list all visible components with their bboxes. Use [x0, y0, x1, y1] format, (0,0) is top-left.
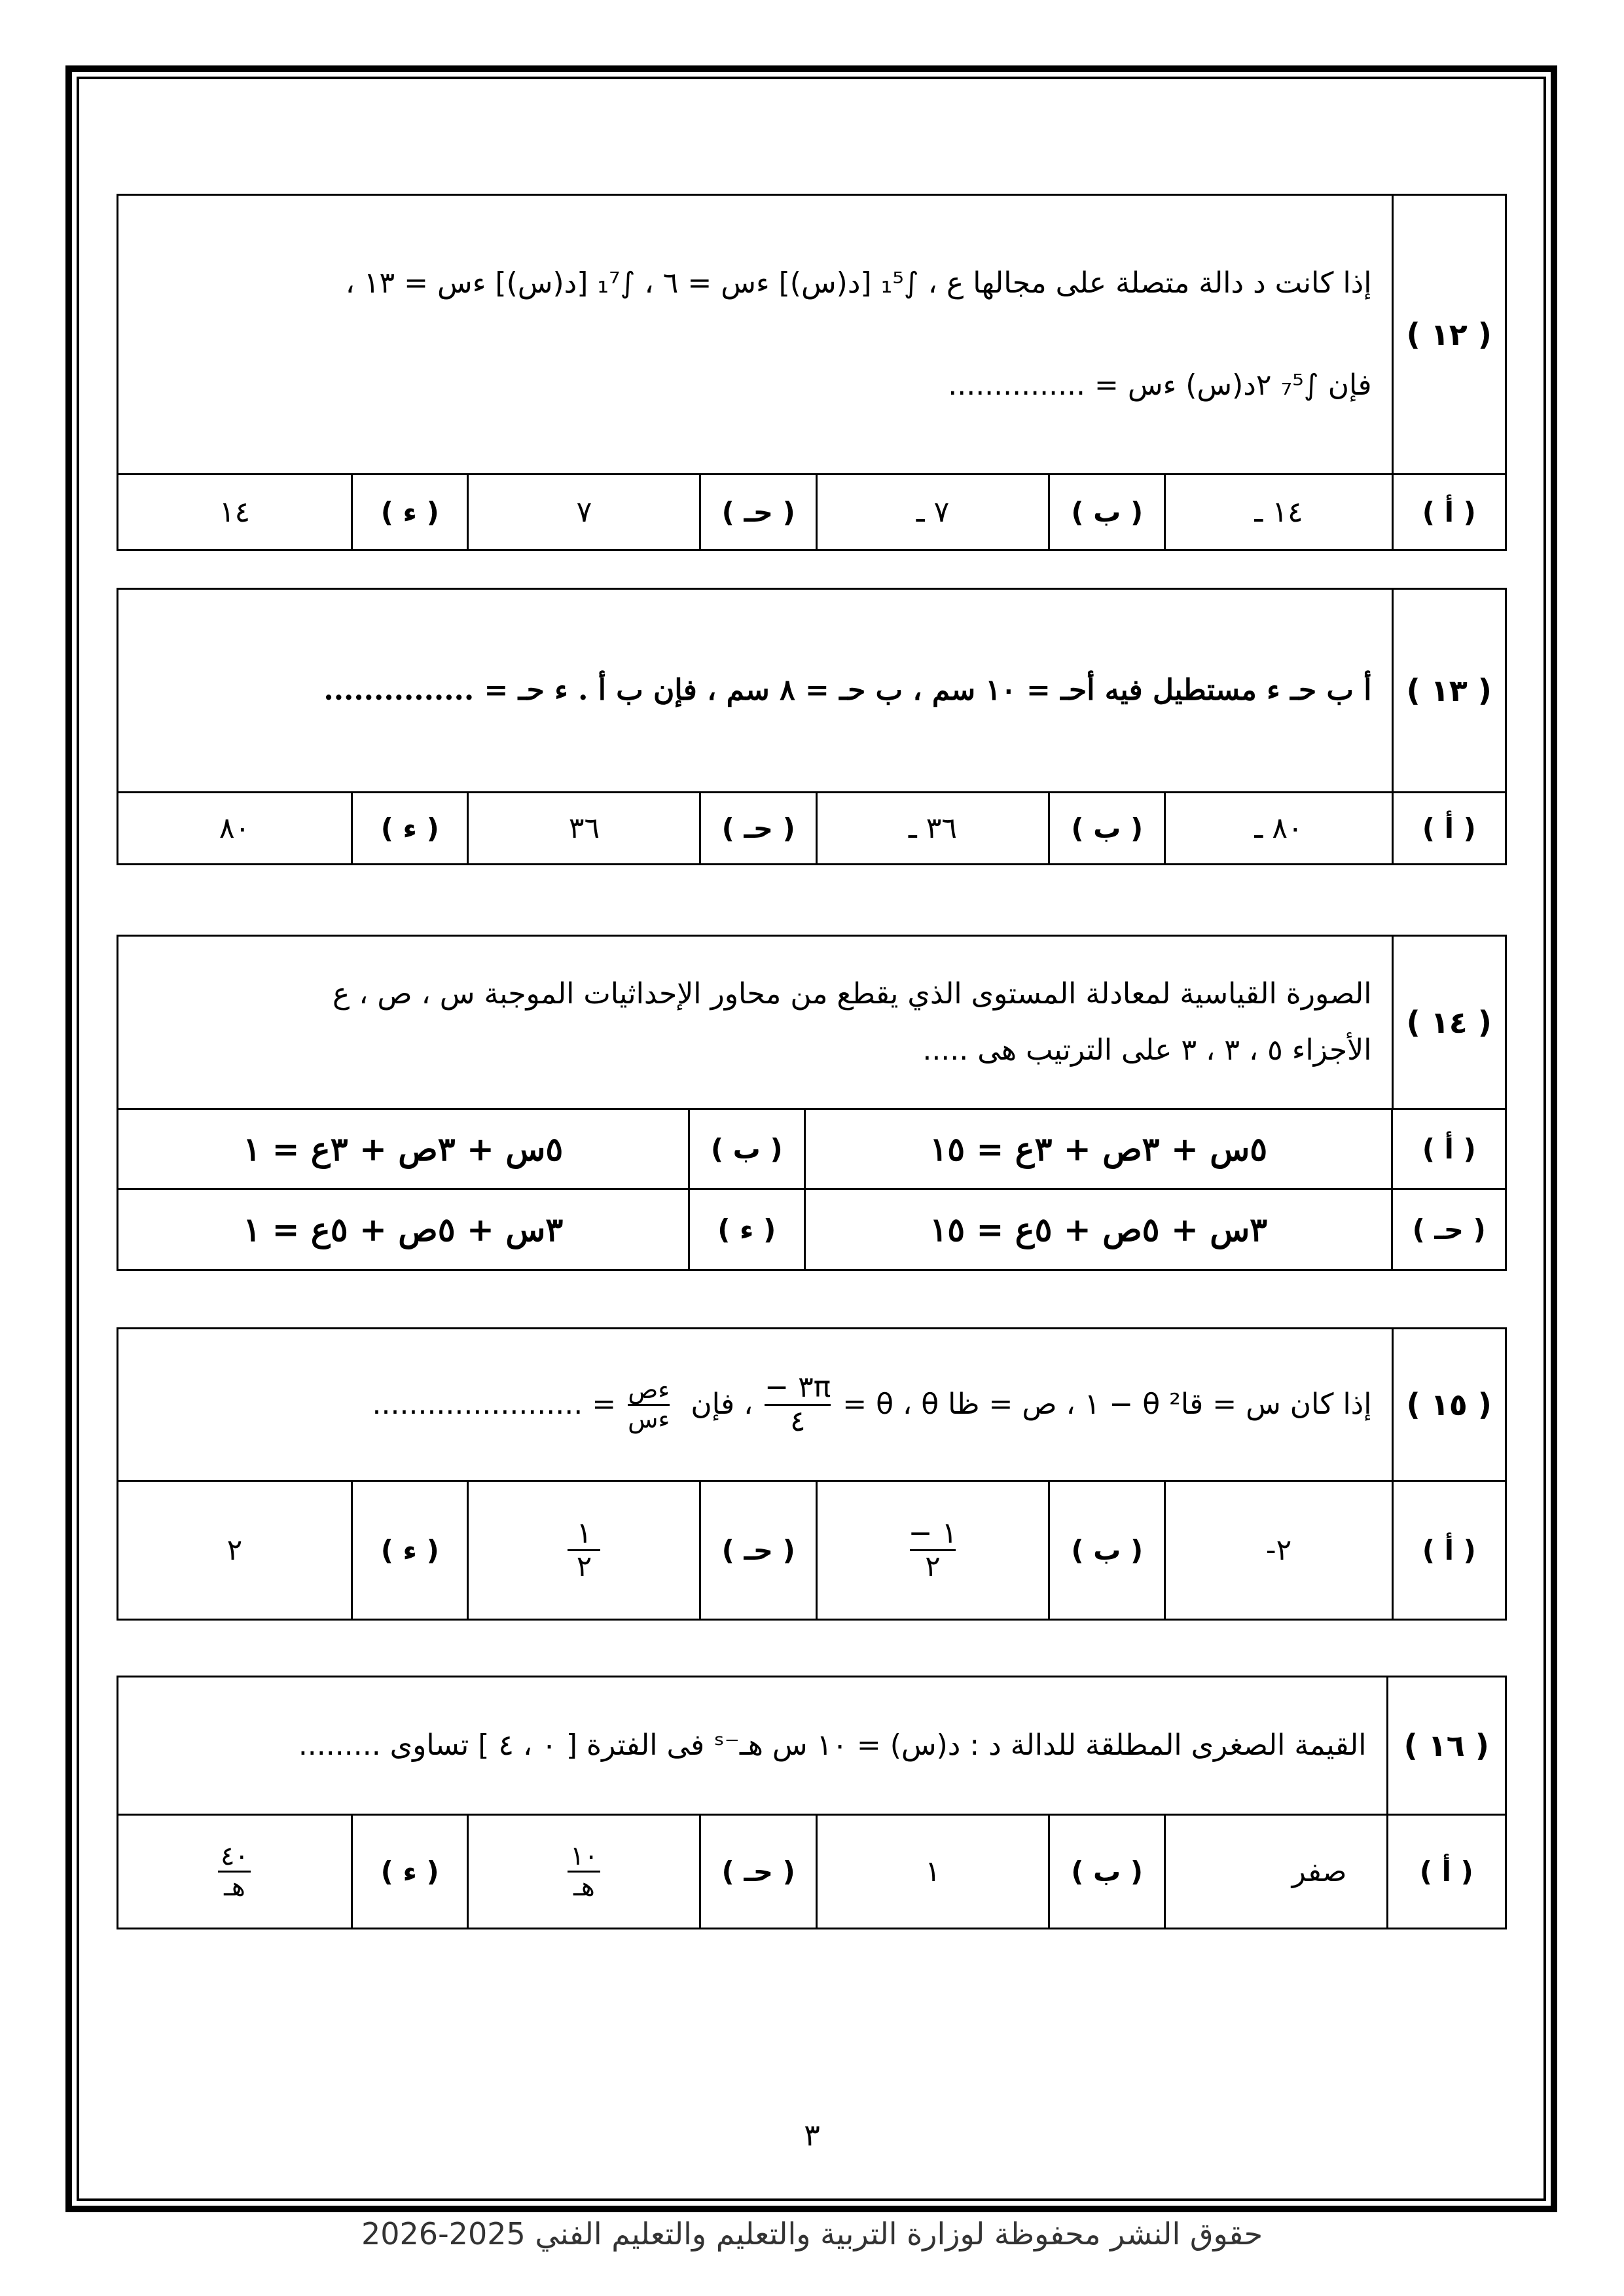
question-14-line-1: الصورة القياسية لمعادلة المستوى الذي يقطع من محاور الإحداثيات الموجبة س ، ص ، ع [332, 977, 1372, 1011]
option-b-label: ( ب ) [1048, 475, 1164, 549]
question-number: ( ١٢ ) [1392, 196, 1506, 473]
option-b-fraction [909, 1518, 958, 1583]
option-b-label: ( ب ) [1048, 793, 1164, 863]
option-a-value[interactable]: ٥س + ٣ص + ٣ع = ١٥ [804, 1110, 1391, 1188]
option-b-value[interactable]: ٧ ـ [816, 475, 1048, 549]
question-14-line-2: الأجزاء ٥ ، ٣ ، ٣ على الترتيب هى ..... [922, 1033, 1372, 1067]
option-d-numerator: ٤٠ [221, 1841, 249, 1871]
option-b-label: ( ب ) [1048, 1816, 1164, 1928]
option-a-label: ( أ ) [1392, 793, 1506, 863]
option-c-label: ( حـ ) [699, 475, 816, 549]
option-a-label: ( أ ) [1386, 1816, 1505, 1928]
question-number: ( ١٤ ) [1392, 937, 1506, 1108]
option-c-fraction [568, 1518, 600, 1583]
option-b-numerator: ١ − [908, 1516, 958, 1550]
option-b-value[interactable]: ٣٦ ـ [816, 793, 1048, 863]
option-c-label: ( حـ ) [699, 1482, 816, 1619]
option-d-fraction [218, 1842, 251, 1901]
option-c-value[interactable] [467, 1482, 699, 1619]
option-c-value[interactable] [467, 1816, 699, 1928]
option-d-label: ( ء ) [688, 1190, 804, 1269]
question-14 [117, 935, 1507, 1271]
theta-fraction [765, 1372, 831, 1437]
question-15 [117, 1327, 1507, 1621]
question-12 [117, 194, 1507, 551]
question-15-stem [118, 1329, 1392, 1480]
question-16-stem [118, 1677, 1386, 1814]
option-d-value[interactable]: ٣س + ٥ص + ٥ع = ١ [243, 1210, 564, 1249]
question-13-line-1: أ ب حـ ء مستطيل فيه أحـ = ١٠ سم ، ب حـ = ٨ سم ، فإن ب أ . ء حـ = ............... [323, 673, 1372, 707]
question-number: ( ١٥ ) [1392, 1329, 1506, 1480]
option-a-value[interactable]: ٨٠ ـ [1164, 793, 1391, 863]
question-12-stem [118, 196, 1392, 473]
theta-denominator: ٤ [789, 1404, 806, 1438]
option-c-denominator: ٢ [576, 1550, 592, 1583]
option-c-value[interactable]: ٣س + ٥ص + ٥ع = ١٥ [804, 1190, 1391, 1269]
option-d-value[interactable] [118, 1816, 351, 1928]
option-d-value[interactable]: ٨٠ [219, 812, 251, 845]
question-15-text-1: إذا كان س = قا² θ − ١ ، ص = ظا θ ، θ = [842, 1388, 1372, 1421]
question-15-text-2: ، فإن [691, 1388, 753, 1421]
question-number: ( ١٦ ) [1386, 1677, 1505, 1814]
option-d-value[interactable]: ١٤ [219, 495, 251, 529]
question-16-line-1: القيمة الصغرى المطلقة للدالة د : د(س) = ١٠ س هـ⁻ˢ فى الفترة [ ٠ ، ٤ ] تساوى ......... [298, 1729, 1367, 1762]
option-c-numerator: ١ [576, 1516, 592, 1550]
option-d-label: ( ء ) [351, 1816, 467, 1928]
option-c-denominator: هـ [573, 1872, 595, 1902]
option-c-label: ( حـ ) [699, 793, 816, 863]
option-d-denominator: هـ [224, 1872, 245, 1902]
option-b-label: ( ب ) [1048, 1482, 1164, 1619]
option-a-value[interactable]: ٢- [1164, 1482, 1391, 1619]
option-c-value[interactable]: ٧ [467, 475, 699, 549]
option-b-label: ( ب ) [688, 1110, 804, 1188]
page-number: ٣ [804, 2117, 820, 2153]
question-15-text-3: = ....................... [372, 1388, 617, 1421]
option-c-label: ( حـ ) [699, 1816, 815, 1928]
option-a-label: ( أ ) [1391, 1110, 1505, 1188]
option-c-value[interactable]: ٣٦ [467, 793, 699, 863]
derivative-denominator: ءس [628, 1404, 670, 1433]
option-d-value[interactable]: ٢ [226, 1534, 243, 1567]
derivative-numerator: ءص [628, 1374, 670, 1404]
question-13 [117, 588, 1507, 865]
derivative-fraction [628, 1376, 670, 1433]
option-b-value[interactable]: ١ [816, 1816, 1048, 1928]
question-12-line-1: إذا كانت د دالة متصلة على مجالها ع ، ∫₁⁵ [د(س)] ءس = ٦ ، ∫₁⁷ [د(س)] ءس = ١٣ ، [345, 266, 1372, 300]
option-a-value[interactable]: ١٤ ـ [1164, 475, 1391, 549]
option-a-label: ( أ ) [1392, 1482, 1506, 1619]
option-b-value[interactable] [816, 1482, 1048, 1619]
question-number: ( ١٣ ) [1392, 590, 1506, 791]
option-b-value[interactable]: ٥س + ٣ص + ٣ع = ١ [243, 1130, 564, 1168]
option-c-fraction [568, 1842, 600, 1901]
option-d-label: ( ء ) [351, 793, 467, 863]
question-16 [117, 1676, 1507, 1929]
question-14-stem [118, 937, 1392, 1108]
copyright-footer: حقوق النشر محفوظة لوزارة التربية والتعليم والتعليم الفني 2025-2026 [361, 2216, 1263, 2251]
option-a-value[interactable]: صفر [1164, 1816, 1386, 1928]
option-a-label: ( أ ) [1392, 475, 1506, 549]
option-d-label: ( ء ) [351, 475, 467, 549]
question-12-line-2: فإن ∫₇⁵ ٢د(س) ءس = ............... [948, 368, 1372, 402]
option-d-label: ( ء ) [351, 1482, 467, 1619]
question-13-stem [118, 590, 1392, 791]
theta-numerator: ٣π − [765, 1371, 831, 1405]
option-b-denominator: ٢ [925, 1550, 941, 1583]
option-c-label: ( حـ ) [1391, 1190, 1505, 1269]
option-c-numerator: ١٠ [569, 1841, 598, 1871]
